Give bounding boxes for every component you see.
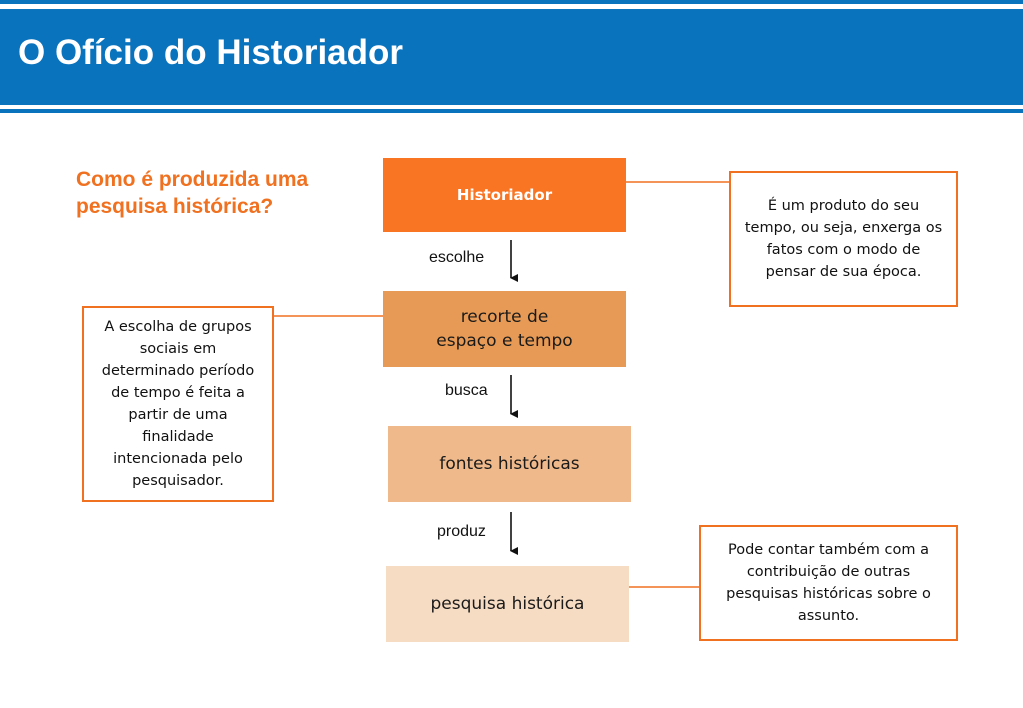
flow-box-historiador-label: Historiador [456, 186, 553, 204]
note-historiador [729, 171, 958, 307]
flow-box-recorte-label: recorte de espaço e tempo [436, 307, 573, 351]
flow-box-historiador [383, 158, 626, 232]
header-band [0, 0, 1023, 115]
note-pesquisa-text: Pode contar também com a contribuição de outras pesquisas históricas sobre o assunto. [726, 542, 931, 624]
flow-box-fontes [388, 426, 631, 502]
header-bottom-rule [0, 109, 1023, 113]
note-historiador-text: É um produto do seu tempo, ou seja, enxerga os fatos com o modo de pensar de sua época. [744, 198, 943, 280]
flow-box-recorte [383, 291, 626, 367]
flow-box-fontes-label: fontes históricas [439, 454, 580, 474]
question-heading: Como é produzida uma pesquisa histórica? [76, 168, 309, 218]
header-top-rule [0, 0, 1023, 4]
flow-box-pesquisa-label: pesquisa histórica [430, 594, 585, 614]
note-recorte-text: A escolha de grupos sociais em determinado período de tempo é feita a partir de uma finalidade intencionada pelo pesquisador. [101, 319, 255, 489]
flow-box-pesquisa [386, 566, 629, 642]
note-recorte [82, 306, 274, 502]
verb-busca: busca [445, 382, 488, 399]
verb-escolhe: escolhe [429, 249, 485, 266]
note-pesquisa [699, 525, 958, 641]
page-title: O Ofício do Historiador [18, 33, 404, 72]
verb-produz: produz [437, 523, 486, 540]
